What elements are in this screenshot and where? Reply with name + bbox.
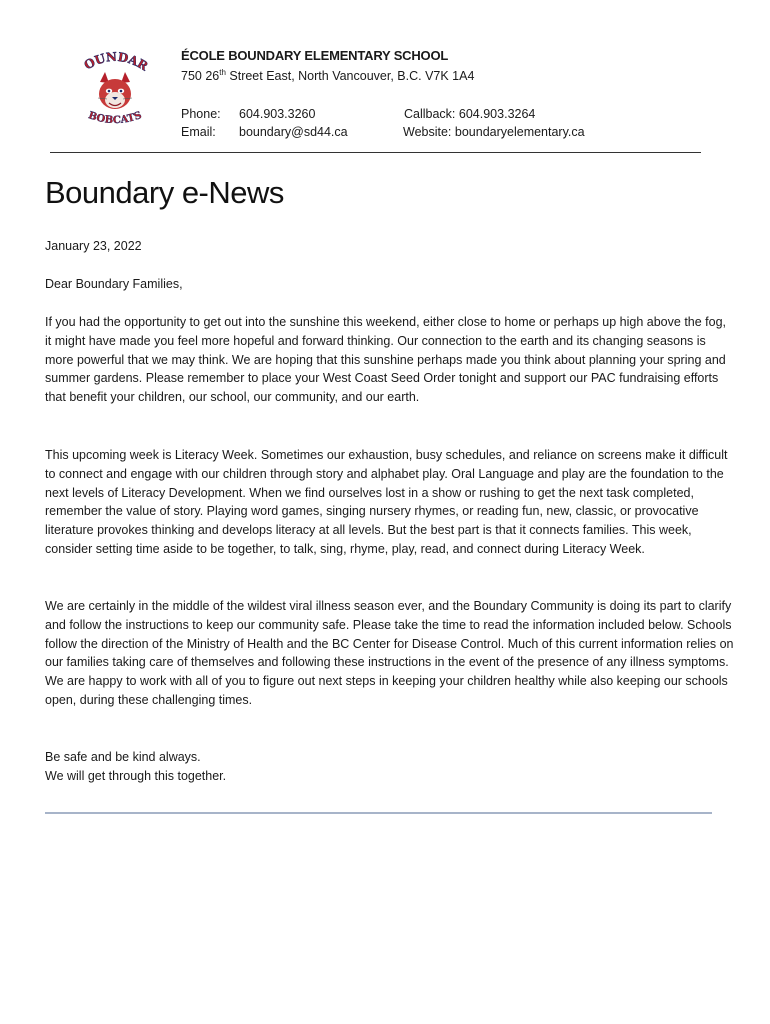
school-address xyxy=(181,68,474,83)
phone-row xyxy=(181,107,315,121)
closing-line-2: We will get through this together. xyxy=(45,768,227,783)
letterhead-divider xyxy=(50,152,701,153)
address-street: Street East, North Vancouver, B.C. V7K 1A4 xyxy=(225,69,475,84)
website-label: Website: xyxy=(403,125,452,139)
phone-number: 604.903.3260 xyxy=(239,107,316,121)
newsletter-date: January 23, 2022 xyxy=(45,239,142,253)
email-label: Email: xyxy=(181,125,216,139)
school-logo xyxy=(78,48,152,132)
callback-row xyxy=(404,107,535,121)
logo-bottom-text: BOBCATS xyxy=(86,110,144,127)
phone-label: Phone: xyxy=(181,107,221,121)
school-name: ÉCOLE BOUNDARY ELEMENTARY SCHOOL xyxy=(181,48,449,63)
salutation: Dear Boundary Families, xyxy=(45,277,183,291)
website-link[interactable]: boundaryelementary.ca xyxy=(454,125,585,139)
address-suffix: th xyxy=(219,68,226,77)
logo-top-text: OUNDAR xyxy=(81,49,150,74)
bobcat-face-icon xyxy=(98,72,132,109)
bobcat-logo-icon xyxy=(78,48,152,132)
closing xyxy=(45,748,226,786)
footer-divider xyxy=(45,812,712,814)
newsletter-title: Boundary e-News xyxy=(45,175,284,210)
callback-label: Callback: xyxy=(404,107,456,121)
paragraph-literacy-week: This upcoming week is Literacy Week. Sometimes our exhaustion, busy schedules, and reliance on screens make it difficult to connect and engage with our children through story and alphabet play. Oral Language and play are the foundation to the next levels of Literacy Development. When we find ourselves lost in a show or rushing to get the next task completed, remember the value of story. Playing word games, singing nursery rhymes, or reading fun, new, classic, or provocative literature provokes thinking and develops literacy at all levels. But the best part is that it connects families. This week, consider setting time aside to be together, to talk, sing, rhyme, play, read, and connect during Literacy Week. xyxy=(45,448,728,556)
paragraph-illness-season: We are certainly in the middle of the wildest viral illness season ever, and the Boundary Community is doing its part to clarify and follow the instructions to keep our community safe. Please take the time to read the information included below. Schools follow the direction of the Ministry of Health and the BC Center for Disease Control. Much of this current information relies on our families taking care of themselves and following these instructions in the event of the presence of any illness symptoms. We are happy to work with all of you to figure out next steps in keeping your children healthy while also keeping our schools open, during these challenging times. xyxy=(45,599,734,707)
website-row xyxy=(403,125,585,139)
email-address[interactable]: boundary@sd44.ca xyxy=(239,125,348,139)
callback-number: 604.903.3264 xyxy=(458,107,536,121)
paragraph-sunshine: If you had the opportunity to get out into the sunshine this weekend, either close to home or perhaps up high above the fog, it might have made you feel more hopeful and forward thinking. Our connection to the earth and its changing seasons is more powerful that we may think. We are hoping that this sunshine perhaps made you think about planning your spring and summer gardens. Please remember to place your West Coast Seed Order tonight and support our PAC fundraising efforts that benefit your children, our school, our community, and our earth. xyxy=(45,315,727,405)
closing-line-1: Be safe and be kind always. xyxy=(45,750,201,764)
email-row xyxy=(181,125,348,139)
address-number: 750 26 xyxy=(181,69,220,84)
